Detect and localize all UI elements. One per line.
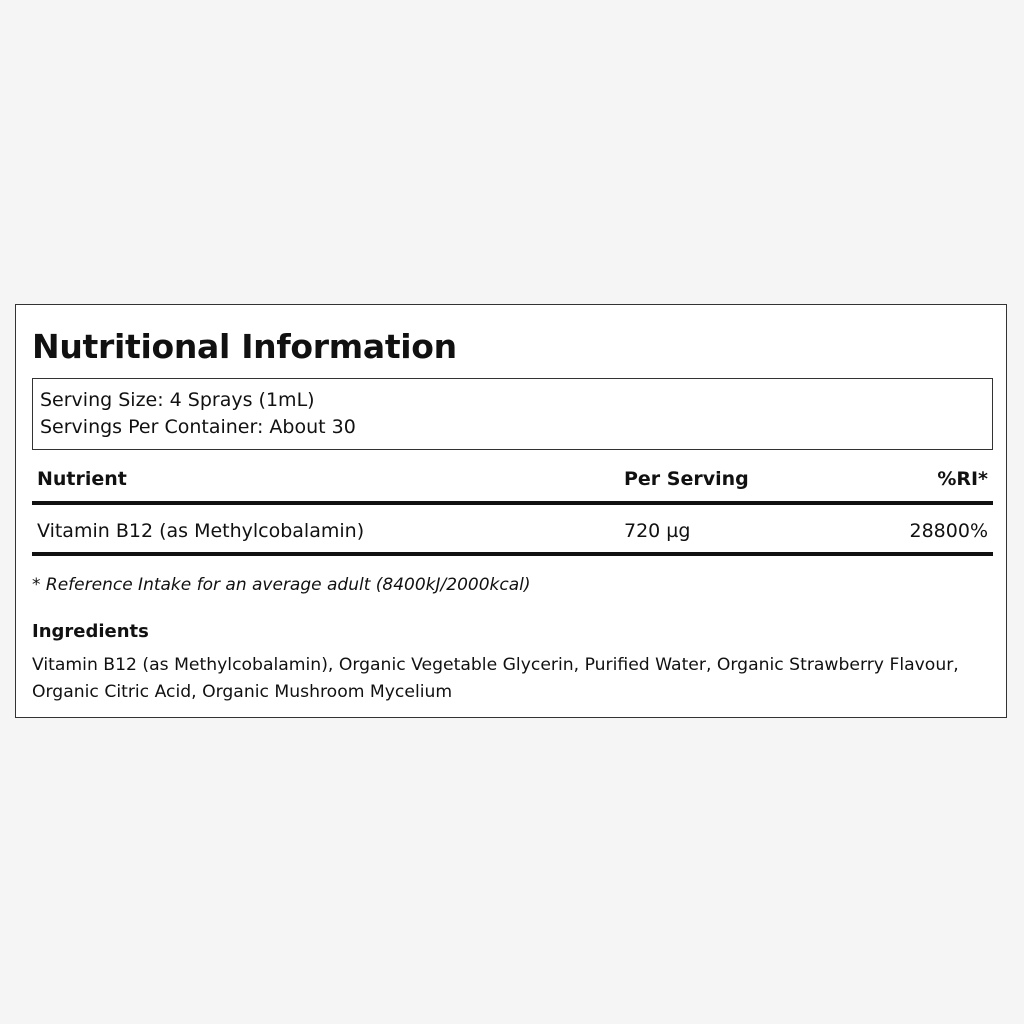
ingredients-line-2: Organic Citric Acid, Organic Mushroom Mycelium bbox=[32, 682, 453, 702]
header-nutrient: Nutrient bbox=[37, 468, 127, 490]
reference-footnote: * Reference Intake for an average adult (8400kJ/2000kcal) bbox=[32, 575, 531, 595]
serving-size: Serving Size: 4 Sprays (1mL) bbox=[40, 389, 315, 411]
panel-title: Nutritional Information bbox=[32, 327, 457, 366]
header-ri: %RI* bbox=[937, 468, 988, 490]
header-per-serving: Per Serving bbox=[624, 468, 749, 490]
serving-info-box bbox=[32, 378, 993, 450]
ingredients-heading: Ingredients bbox=[32, 621, 149, 642]
nutrition-panel bbox=[15, 304, 1007, 718]
row-divider bbox=[32, 552, 993, 556]
ingredients-line-1: Vitamin B12 (as Methylcobalamin), Organic Vegetable Glycerin, Purified Water, Organic Strawberry Flavour, bbox=[32, 655, 959, 675]
row-nutrient: Vitamin B12 (as Methylcobalamin) bbox=[37, 520, 365, 542]
row-per-serving: 720 µg bbox=[624, 520, 691, 542]
ingredients-list bbox=[32, 652, 997, 706]
header-divider bbox=[32, 501, 993, 505]
servings-per-container: Servings Per Container: About 30 bbox=[40, 416, 356, 438]
row-ri: 28800% bbox=[909, 520, 988, 542]
